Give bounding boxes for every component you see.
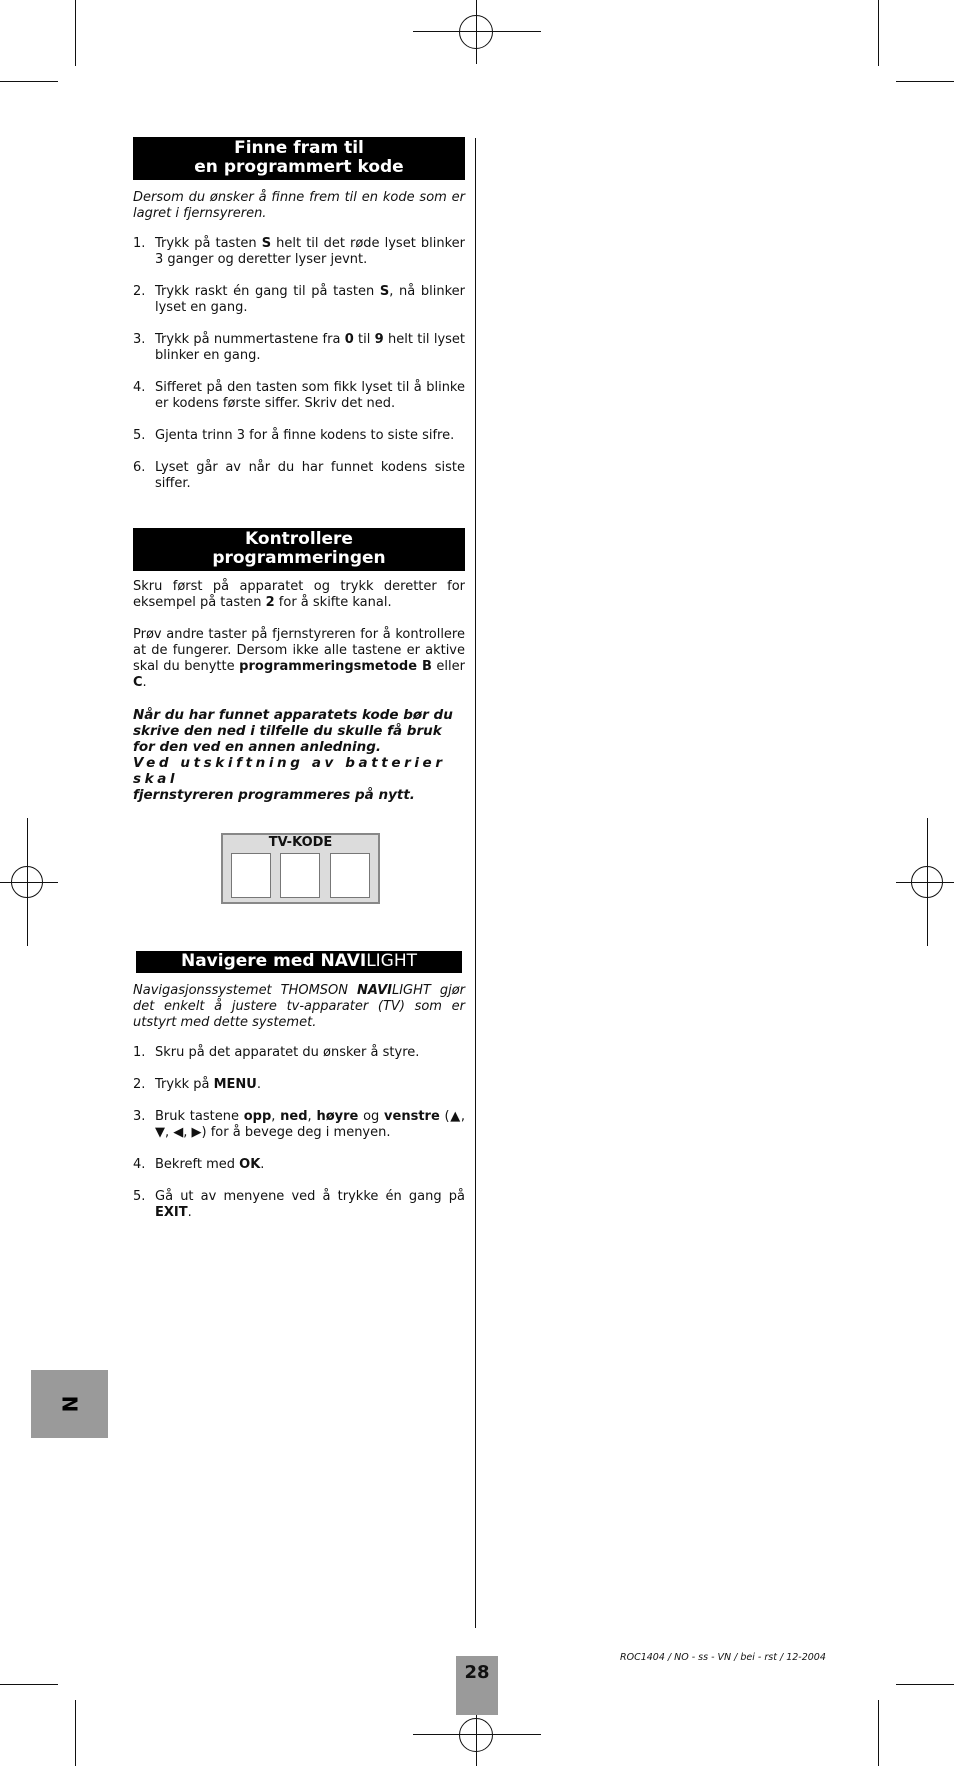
column-divider — [475, 138, 476, 1628]
main-column — [133, 137, 465, 803]
paragraph: Skru først på apparatet og trykk deretter for eksempel på tasten 2 for å skifte kanal. — [133, 579, 465, 610]
list-item: 3. Bruk tastene opp, ned, høyre og venstre (▲, ▼, ◀, ▶) for å bevege deg i menyen. — [133, 1109, 465, 1140]
paragraph: Prøv andre taster på fjernstyreren for å kontrollere at de fungerer. Dersom ikke alle tastene er aktive skal du benytte programmeringsmetode B eller C. — [133, 627, 465, 690]
steps-list — [133, 236, 465, 492]
steps-list — [133, 1045, 465, 1221]
language-side-tab: N — [31, 1370, 108, 1438]
section-intro: Navigasjonssystemet THOMSON NAVILIGHT gjør det enkelt å justere tv-apparater (TV) som er utstyrt med dette systemet. — [133, 983, 465, 1030]
footer-reference: ROC1404 / NO - ss - VN / bei - rst / 12-2004 — [620, 1652, 826, 1663]
tv-code-box — [221, 833, 380, 904]
code-digit-box — [330, 853, 370, 898]
tv-code-label: TV-KODE — [268, 835, 333, 850]
section-heading-navilight: Navigere med NAVILIGHT — [136, 951, 462, 973]
section-intro: Dersom du ønsker å finne frem til en kode som er lagret i fjernsyreren. — [133, 190, 465, 221]
list-item: 5. Gå ut av menyene ved å trykke én gang på EXIT. — [133, 1189, 465, 1220]
list-item: 5. Gjenta trinn 3 for å finne kodens to siste sifre. — [133, 428, 455, 443]
list-item: 2. Trykk på MENU. — [133, 1077, 262, 1092]
list-item: 1. Skru på det apparatet du ønsker å styre. — [133, 1045, 420, 1060]
section-heading-find-code: Finne fram til en programmert kode — [133, 137, 465, 180]
list-item: 6. Lyset går av når du har funnet kodens siste siffer. — [133, 460, 465, 491]
list-item: 1. Trykk på tasten S helt til det røde lyset blinker 3 ganger og deretter lyser jevnt. — [133, 236, 465, 267]
warning-note: Når du har funnet apparatets kode bør du skrive den ned i tilfelle du skulle få bruk for den ved en annen anledning. Ved utskiftning av batterier skal fjernstyreren programmeres på nytt. — [133, 707, 453, 803]
list-item: 4. Bekreft med OK. — [133, 1157, 265, 1172]
list-item: 3. Trykk på nummertastene fra 0 til 9 helt til lyset blinker en gang. — [133, 332, 466, 363]
code-digit-box — [231, 853, 271, 898]
list-item: 4. Sifferet på den tasten som fikk lyset til å blinke er kodens første siffer. Skriv det ned. — [133, 380, 465, 411]
page-number: 28 — [456, 1656, 498, 1715]
code-digit-box — [280, 853, 320, 898]
navilight-section — [133, 951, 465, 1237]
section-heading-check-programming: Kontrollere programmeringen — [133, 528, 465, 571]
list-item: 2. Trykk raskt én gang til på tasten S, nå blinker lyset en gang. — [133, 284, 465, 315]
